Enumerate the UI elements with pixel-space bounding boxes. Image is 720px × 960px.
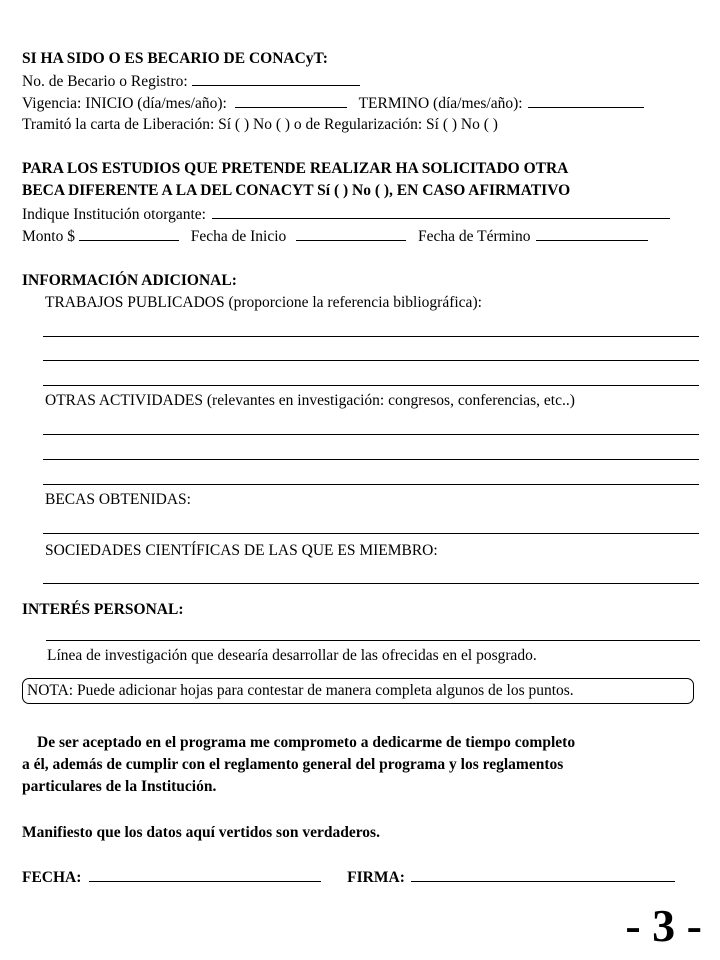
vigencia-termino-label: TERMINO (día/mes/año): — [358, 95, 523, 112]
registro-field[interactable] — [192, 72, 360, 86]
becas-obtenidas-label: BECAS OBTENIDAS: — [45, 491, 191, 508]
tramito-text[interactable]: Tramitó la carta de Liberación: Sí ( ) No ( ) o de Regularización: Sí ( ) No ( ) — [22, 116, 498, 133]
trabajos-label: TRABAJOS PUBLICADOS (proporcione la referencia bibliográfica): — [45, 294, 482, 311]
sociedades-line[interactable] — [43, 583, 699, 584]
firma-label: FIRMA: — [347, 869, 405, 886]
vigencia-row — [22, 94, 644, 113]
compromiso-line-3: particulares de la Institución. — [22, 778, 217, 795]
fecha-termino-field[interactable] — [536, 227, 648, 241]
sociedades-label: SOCIEDADES CIENTÍFICAS DE LAS QUE ES MIEMBRO: — [45, 542, 438, 559]
linea-investigacion-label: Línea de investigación que desearía desarrollar de las ofrecidas en el posgrado. — [47, 647, 537, 664]
compromiso-line-2: a él, además de cumplir con el reglamento general del programa y los reglamentos — [22, 756, 564, 773]
otra-beca-heading-1: PARA LOS ESTUDIOS QUE PRETENDE REALIZAR HA SOLICITADO OTRA — [22, 160, 569, 177]
registro-row — [22, 72, 360, 91]
institucion-label: Indique Institución otorgante: — [22, 206, 206, 223]
otra-beca-heading-2[interactable]: BECA DIFERENTE A LA DEL CONACYT Sí ( ) No ( ), EN CASO AFIRMATIVO — [22, 182, 571, 199]
fecha-inicio-label: Fecha de Inicio — [190, 228, 287, 245]
otras-line-2[interactable] — [43, 459, 699, 460]
compromiso-line-1: De ser aceptado en el programa me comprometo a dedicarme de tiempo completo — [37, 734, 576, 751]
fecha-termino-label: Fecha de Término — [418, 228, 531, 245]
trabajos-line-2[interactable] — [43, 360, 699, 361]
conacyt-heading: SI HA SIDO O ES BECARIO DE CONACyT: — [22, 50, 328, 67]
vigencia-termino-field[interactable] — [528, 94, 644, 108]
fecha-label: FECHA: — [22, 869, 82, 886]
otras-actividades-label: OTRAS ACTIVIDADES (relevantes en investigación: congresos, conferencias, etc..) — [45, 392, 575, 409]
page-number: - 3 - — [625, 900, 702, 951]
interes-heading: INTERÉS PERSONAL: — [22, 601, 184, 618]
registro-label: No. de Becario o Registro: — [22, 73, 188, 90]
vigencia-inicio-field[interactable] — [235, 94, 347, 108]
becas-line[interactable] — [43, 533, 699, 534]
fecha-field[interactable] — [89, 868, 321, 882]
fecha-inicio-field[interactable] — [296, 227, 406, 241]
monto-field[interactable] — [79, 227, 179, 241]
monto-row — [22, 227, 648, 246]
otras-line-3[interactable] — [43, 484, 699, 485]
institucion-field[interactable] — [212, 205, 670, 219]
trabajos-line-3[interactable] — [43, 385, 699, 386]
interes-line[interactable] — [46, 640, 700, 641]
fecha-firma-row — [22, 868, 675, 887]
info-adicional-heading: INFORMACIÓN ADICIONAL: — [22, 272, 237, 289]
monto-label: Monto $ — [22, 228, 75, 245]
nota-box: NOTA: Puede adicionar hojas para contestar de manera completa algunos de los puntos. — [22, 678, 694, 704]
manifiesto-text: Manifiesto que los datos aquí vertidos son verdaderos. — [22, 824, 380, 841]
firma-field[interactable] — [411, 868, 675, 882]
institucion-row — [22, 205, 670, 224]
vigencia-inicio-label: Vigencia: INICIO (día/mes/año): — [22, 95, 227, 112]
trabajos-line-1[interactable] — [43, 336, 699, 337]
otras-line-1[interactable] — [43, 434, 699, 435]
